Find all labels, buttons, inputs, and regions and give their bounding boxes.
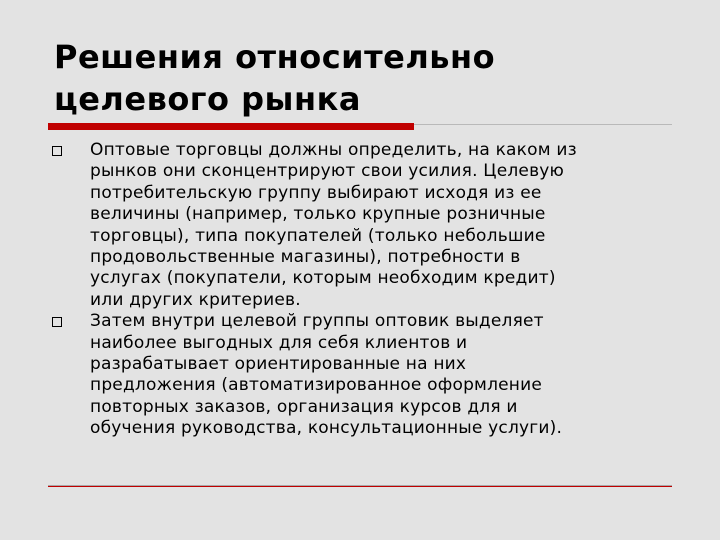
bullet-text-line: или других критериев. xyxy=(90,289,301,310)
bullet-text-line: услугах (покупатели, которым необходим кредит) xyxy=(90,268,556,289)
bullet-text-line: Оптовые торговцы должны определить, на каком из xyxy=(90,140,577,160)
bullet-text-line: потребительскую группу выбирают исходя из ее xyxy=(90,182,542,203)
bullet-text-line: Затем внутри целевой группы оптовик выделяет xyxy=(90,311,544,332)
title-accent-bar xyxy=(48,123,414,130)
footer-divider-red xyxy=(48,486,672,487)
bullet-text-line: торговцы), типа покупателей (только небольшие xyxy=(90,225,546,246)
slide-title-line: Решения относительно xyxy=(54,38,496,76)
bullet-text-line: величины (например, только крупные розничные xyxy=(90,204,546,225)
bullet-text-line: продовольственные магазины), потребности в xyxy=(90,247,521,268)
bullet-item xyxy=(48,311,668,439)
bullet-text-line: обучения руководства, консультационные услуги). xyxy=(90,418,563,439)
slide-title-line: целевого рынка xyxy=(54,80,361,118)
bullet-text-line: наиболее выгодных для себя клиентов и xyxy=(90,332,468,353)
hollow-square-bullet-icon xyxy=(52,146,62,156)
bullet-text-line: повторных заказов, организация курсов для и xyxy=(90,396,518,417)
bullet-text-line: разрабатывает ориентированные на них xyxy=(90,354,467,375)
hollow-square-bullet-icon xyxy=(52,317,62,327)
bullet-text-line: рынков они сконцентрируют свои усилия. Целевую xyxy=(90,161,565,182)
bullet-list xyxy=(48,140,668,440)
bullet-item xyxy=(48,140,668,311)
bullet-text-line: предложения (автоматизированное оформление xyxy=(90,375,543,396)
slide-title xyxy=(54,36,674,120)
